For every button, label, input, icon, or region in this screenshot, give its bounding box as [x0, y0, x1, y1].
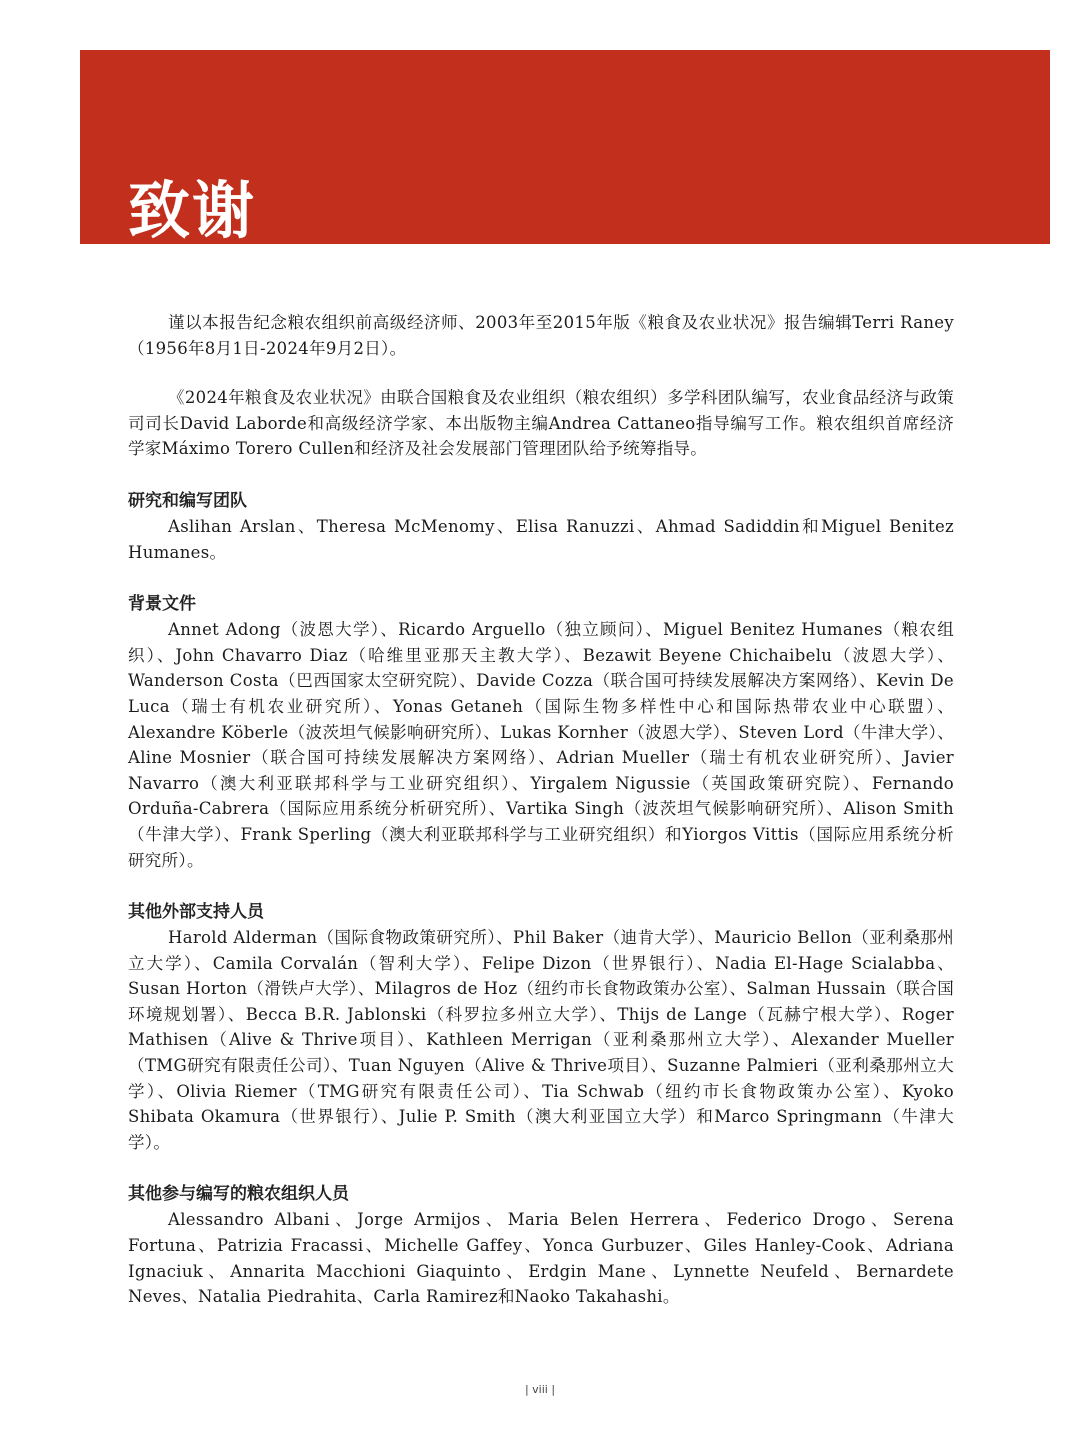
page-number: | viii |	[524, 1383, 556, 1396]
section-title: 研究和编写团队	[128, 490, 247, 511]
section-body: Annet Adong（波恩大学）、Ricardo Arguello（独立顾问）、Miguel Benitez Humanes（粮农组织）、John Chavarro Diaz（哈维里亚那天主教大学）、Bezawit Beyene Chichaibelu（波恩大学）、Wanderson Costa（巴西国家太空研究院）、Davide Cozza（联合国可持续发展解决方案网络）、Kevin De Luca（瑞士有机农业研究所）、Yonas Getaneh（国际生物多样性中心和国际热带农业中心联盟）、Alexandre Köberle（波茨坦气候影响研究所）、Lukas Kornher（波恩大学）、Steven Lord（牛津大学）、Aline Mosnier（联合国可持续发展解决方案网络）、Adrian Mueller（瑞士有机农业研究所）、Javier Navarro（澳大利亚联邦科学与工业研究组织）、Yirgalem Nigussie（英国政策研究院）、Fernando Orduña-Cabrera（国际应用系统分析研究所）、Vartika Singh（波茨坦气候影响研究所）、Alison Smith（牛津大学）、Frank Sperling（澳大利亚联邦科学与工业研究组织）和Yiorgos Vittis（国际应用系统分析研究所）。	[128, 620, 954, 870]
acknowledgements-content	[128, 310, 954, 1310]
section-body: Alessandro Albani、Jorge Armijos、Maria Belen Herrera、Federico Drogo、Serena Fortuna、Patrizia Fracassi、Michelle Gaffey、Yonca Gurbuzer、Giles Hanley-Cook、Adriana Ignaciuk、Annarita Macchioni Giaquinto、Erdgin Mane、Lynnette Neufeld、Bernardete Neves、Natalia Piedrahita、Carla Ramirez和Naoko Takahashi。	[128, 1210, 954, 1307]
authorship-paragraph: 《2024年粮食及农业状况》由联合国粮食及农业组织（粮农组织）多学科团队编写，农业食品经济与政策司司长David Laborde和高级经济学家、本出版物主编Andrea Cattaneo指导编写工作。粮农组织首席经济学家Máximo Torero Cullen和经济及社会发展部门管理团队给予统筹指导。	[128, 388, 954, 459]
section-title: 背景文件	[128, 594, 196, 615]
memorial-paragraph: 谨以本报告纪念粮农组织前高级经济师、2003年至2015年版《粮食及农业状况》报告编辑Terri Raney（1956年8月1日-2024年9月2日）。	[128, 313, 954, 358]
section-body: Aslihan Arslan、Theresa McMenomy、Elisa Ranuzzi、Ahmad Sadiddin和Miguel Benitez Humanes。	[128, 516, 954, 562]
section-title: 其他外部支持人员	[128, 902, 264, 923]
section-background-papers	[128, 591, 954, 873]
section-fao-contributors	[128, 1181, 954, 1309]
section-title: 其他参与编写的粮农组织人员	[128, 1184, 349, 1205]
title-banner	[80, 50, 1050, 247]
section-research-team	[128, 488, 954, 565]
section-external-support	[128, 899, 954, 1155]
page-title: 致谢	[128, 174, 257, 247]
section-body: Harold Alderman（国际食物政策研究所）、Phil Baker（迪肯大学）、Mauricio Bellon（亚利桑那州立大学）、Camila Corvalán（智利大学）、Felipe Dizon（世界银行）、Nadia El-Hage Scialabba、Susan Horton（滑铁卢大学）、Milagros de Hoz（纽约市长食物政策办公室）、Salman Hussain（联合国环境规划署）、Becca B.R. Jablonski（科罗拉多州立大学）、Thijs de Lange（瓦赫宁根大学）、Roger Mathisen（Alive & Thrive项目）、Kathleen Merrigan（亚利桑那州立大学）、Alexander Mueller（TMG研究有限责任公司）、Tuan Nguyen（Alive & Thrive项目）、Suzanne Palmieri（亚利桑那州立大学）、Olivia Riemer（TMG研究有限责任公司）、Tia Schwab（纽约市长食物政策办公室）、Kyoko Shibata Okamura（世界银行）、Julie P. Smith（澳大利亚国立大学）和Marco Springmann（牛津大学）。	[128, 928, 954, 1152]
